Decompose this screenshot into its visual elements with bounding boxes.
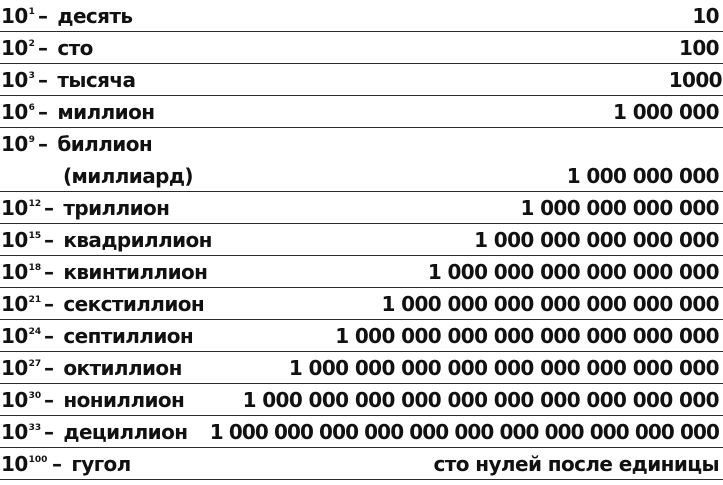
number-value: сто нулей после единицы xyxy=(433,452,719,476)
number-name-text: триллион xyxy=(63,196,170,220)
table-row xyxy=(0,0,723,32)
power-base: 10 xyxy=(1,452,28,476)
number-value: 1 000 000 000 000 000 000 000 000 xyxy=(335,324,719,348)
table-row xyxy=(0,32,723,64)
dash: – xyxy=(52,452,62,476)
power-base: 10 xyxy=(1,292,28,316)
table-row xyxy=(0,192,723,224)
power-base: 10 xyxy=(1,388,28,412)
table-row xyxy=(0,128,723,160)
power-base: 10 xyxy=(1,260,28,284)
number-value: 1 000 000 000 000 000 000 000 000 000 000 000 xyxy=(209,420,719,444)
number-value: 1 000 000 000 000 000 000 000 000 000 000 xyxy=(242,388,719,412)
power-exponent: 1 xyxy=(28,7,35,17)
number-name-text: гугол xyxy=(71,452,131,476)
power-exponent: 3 xyxy=(28,71,35,81)
power-cell xyxy=(1,128,41,160)
number-value: 1 000 000 000 000 000 000 000 000 000 xyxy=(288,356,719,380)
power-exponent: 18 xyxy=(28,263,42,273)
number-name-text: сто xyxy=(57,36,93,60)
number-name xyxy=(38,64,135,96)
number-name xyxy=(44,288,204,320)
dash: – xyxy=(38,100,48,124)
table-row xyxy=(0,384,723,416)
number-value: 1 000 000 000 000 000 000 000 xyxy=(381,292,719,316)
power-base: 10 xyxy=(1,4,28,28)
power-exponent: 27 xyxy=(28,359,42,369)
table-row xyxy=(0,320,723,352)
number-value: 10 xyxy=(692,4,719,28)
power-exponent: 9 xyxy=(28,135,35,145)
number-name-text: дециллион xyxy=(63,420,188,444)
number-value: 1 000 000 000 000 000 000 xyxy=(427,260,719,284)
table-row xyxy=(0,416,723,448)
table-row xyxy=(0,448,723,480)
power-exponent: 21 xyxy=(28,295,42,305)
table-row xyxy=(0,64,723,96)
table-row xyxy=(0,288,723,320)
power-base: 10 xyxy=(1,420,28,444)
power-cell xyxy=(1,32,41,64)
power-base: 10 xyxy=(1,100,28,124)
dash: – xyxy=(44,420,54,444)
power-base: 10 xyxy=(1,36,28,60)
power-cell xyxy=(1,224,41,256)
dash: – xyxy=(38,132,48,156)
power-cell xyxy=(1,288,41,320)
number-name-text: тысяча xyxy=(57,68,136,92)
number-value: 1 000 000 xyxy=(613,100,719,124)
number-name xyxy=(38,96,154,128)
dash: – xyxy=(44,324,54,348)
power-base: 10 xyxy=(1,68,28,92)
table-row xyxy=(0,224,723,256)
number-name-text: секстиллион xyxy=(63,292,205,316)
number-name-text: миллион xyxy=(57,100,155,124)
dash: – xyxy=(44,388,54,412)
table-row xyxy=(0,352,723,384)
number-value: 100 xyxy=(679,36,719,60)
power-exponent: 33 xyxy=(28,423,42,433)
number-name xyxy=(52,448,131,480)
power-cell xyxy=(1,192,41,224)
number-name xyxy=(44,352,182,384)
power-base: 10 xyxy=(1,132,28,156)
number-name-text: десять xyxy=(57,4,133,28)
number-name xyxy=(44,224,212,256)
power-base: 10 xyxy=(1,196,28,220)
number-value: 1 000 000 000 000 000 xyxy=(474,228,719,252)
number-name-text: биллион xyxy=(57,132,153,156)
dash: – xyxy=(44,196,54,220)
power-cell xyxy=(1,256,41,288)
dash: – xyxy=(44,260,54,284)
number-value: 1 000 000 000 000 xyxy=(520,196,719,220)
number-value: 1000 xyxy=(668,68,722,92)
dash: – xyxy=(44,228,54,252)
power-cell xyxy=(1,320,41,352)
number-name-text: септиллион xyxy=(63,324,194,348)
dash: – xyxy=(38,4,48,28)
table-row xyxy=(0,256,723,288)
power-cell xyxy=(1,96,41,128)
number-name xyxy=(38,32,93,64)
power-cell xyxy=(1,416,41,448)
dash: – xyxy=(44,356,54,380)
number-name-text: нониллион xyxy=(63,388,185,412)
number-name xyxy=(38,0,132,32)
power-cell xyxy=(1,0,41,32)
number-name xyxy=(44,384,184,416)
dash: – xyxy=(44,292,54,316)
number-name xyxy=(38,128,152,160)
number-name xyxy=(44,320,193,352)
power-exponent: 6 xyxy=(28,103,35,113)
power-cell xyxy=(1,352,41,384)
number-name-text: октиллион xyxy=(63,356,182,380)
dash: – xyxy=(38,68,48,92)
power-exponent: 100 xyxy=(28,455,48,465)
number-name-alt: (миллиард) xyxy=(63,164,193,188)
table-row xyxy=(0,96,723,128)
power-exponent: 2 xyxy=(28,39,35,49)
table-row-continuation xyxy=(0,160,723,192)
power-base: 10 xyxy=(1,324,28,348)
power-exponent: 24 xyxy=(28,327,42,337)
number-value: 1 000 000 000 xyxy=(566,164,719,188)
power-base: 10 xyxy=(1,356,28,380)
number-name-text: квинтиллион xyxy=(63,260,208,284)
power-base: 10 xyxy=(1,228,28,252)
power-cell xyxy=(1,448,53,480)
number-name xyxy=(44,416,187,448)
power-cell xyxy=(1,384,41,416)
power-cell xyxy=(1,64,41,96)
power-exponent: 15 xyxy=(28,231,42,241)
power-exponent: 12 xyxy=(28,199,42,209)
power-exponent: 30 xyxy=(28,391,42,401)
number-name xyxy=(44,256,207,288)
dash: – xyxy=(38,36,48,60)
number-name xyxy=(44,192,169,224)
number-name-text: квадриллион xyxy=(63,228,212,252)
